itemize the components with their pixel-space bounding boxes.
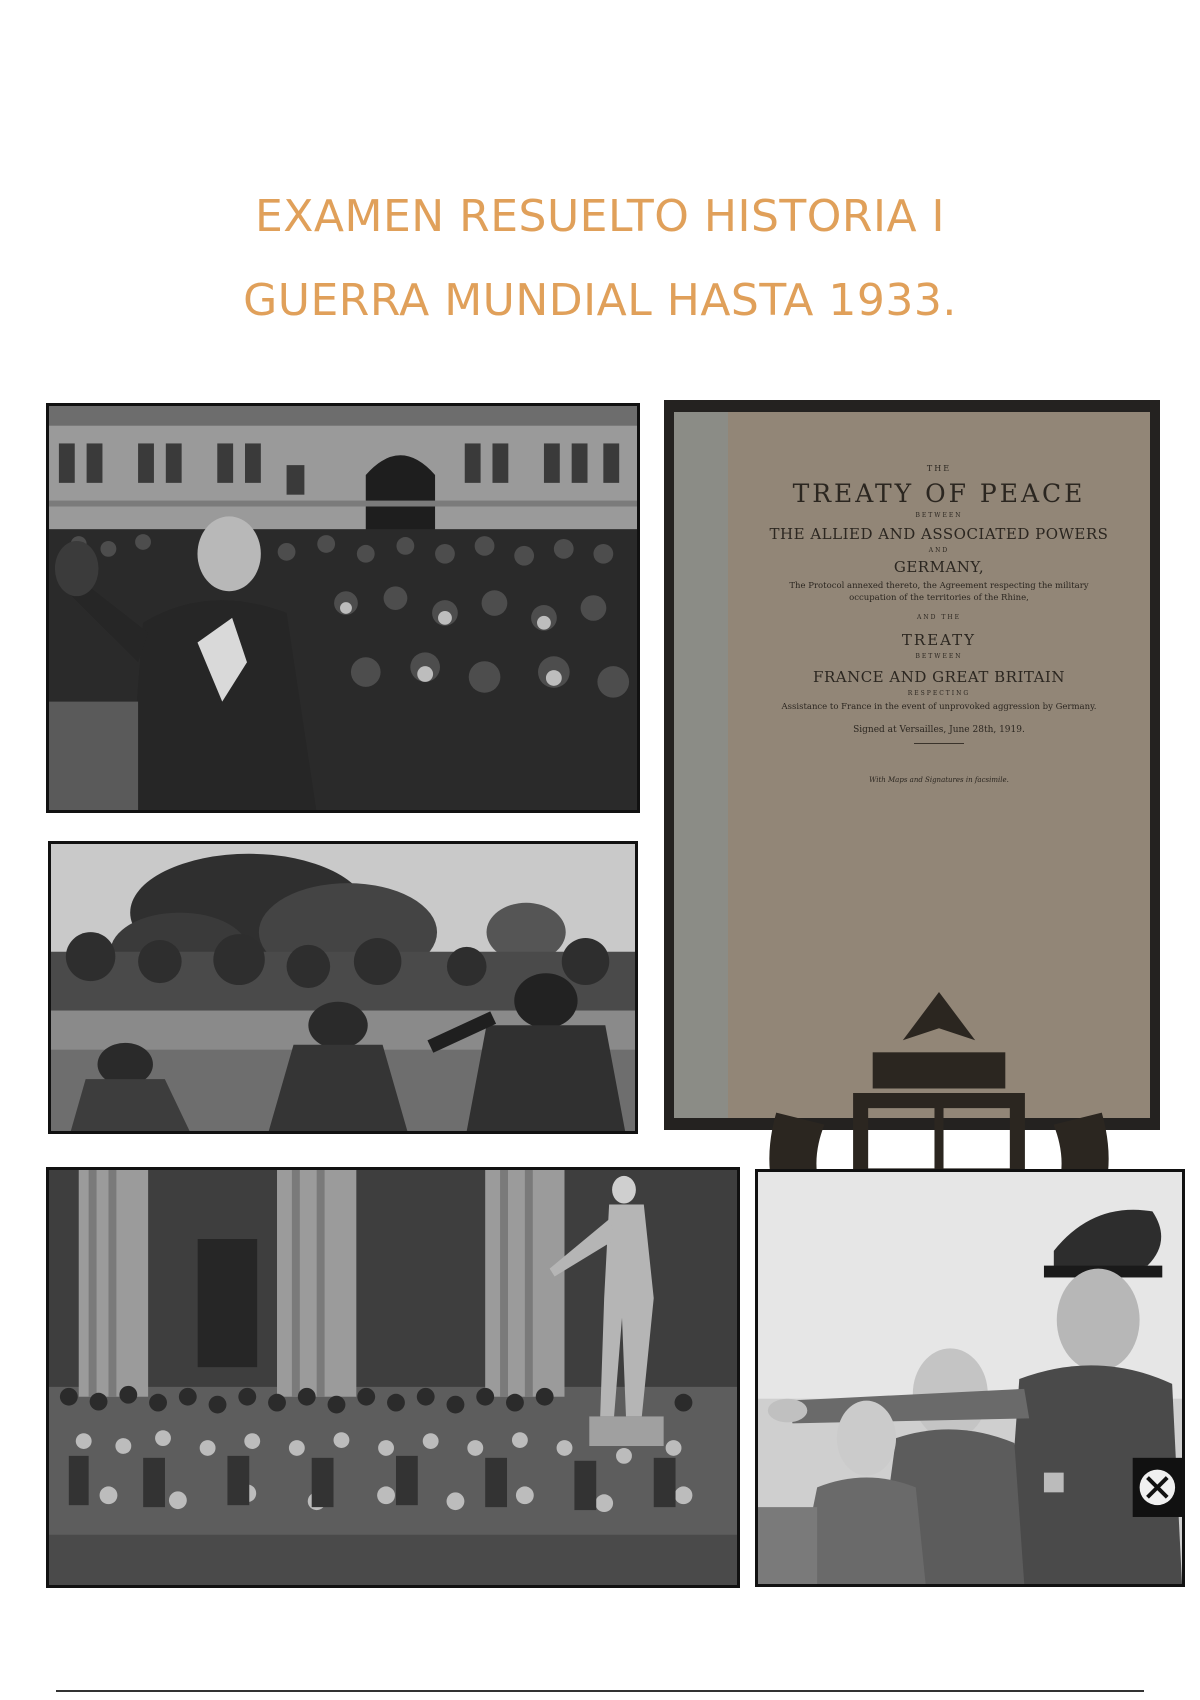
cover-signed: Signed at Versailles, June 28th, 1919. [853, 725, 1025, 735]
cover-title: TREATY OF PEACE [792, 479, 1086, 508]
treaty-cover [726, 412, 1150, 1118]
cover-and: AND [928, 547, 950, 554]
photo-treaty-cover [664, 400, 1160, 1130]
cover-france-gb: FRANCE AND GREAT BRITAIN [813, 668, 1065, 686]
cover-between: BETWEEN [915, 512, 963, 519]
cover-respecting: RESPECTING [907, 690, 971, 697]
book-spine [674, 412, 728, 1118]
cover-protocol: The Protocol annexed thereto, the Agreement respecting the military occupation of the territories of the Rhine, [789, 581, 1089, 603]
photo-soldiers-explosion [48, 841, 638, 1134]
cover-the: THE [926, 464, 952, 473]
title-line-1: EXAMEN RESUELTO HISTORIA I [254, 191, 946, 242]
cover-and-the: AND THE [917, 614, 961, 621]
page-title [0, 175, 1200, 343]
cover-rule [914, 743, 964, 744]
photo-officers-salute [755, 1169, 1185, 1587]
photo-crowd-statue [46, 1167, 740, 1588]
cover-maps: With Maps and Signatures in facsimile. [869, 776, 1009, 784]
cover-between-2: BETWEEN [915, 653, 963, 660]
title-line-2: GUERRA MUNDIAL HASTA 1933. [243, 275, 957, 326]
cover-germany: GERMANY, [893, 558, 985, 576]
cover-parties: THE ALLIED AND ASSOCIATED POWERS [769, 525, 1109, 543]
photo-orator-crowd [46, 403, 640, 813]
cover-assistance: Assistance to France in the event of unprovoked aggression by Germany. [781, 702, 1097, 712]
bottom-divider [56, 1690, 1144, 1692]
cover-treaty: TREATY [901, 631, 977, 649]
